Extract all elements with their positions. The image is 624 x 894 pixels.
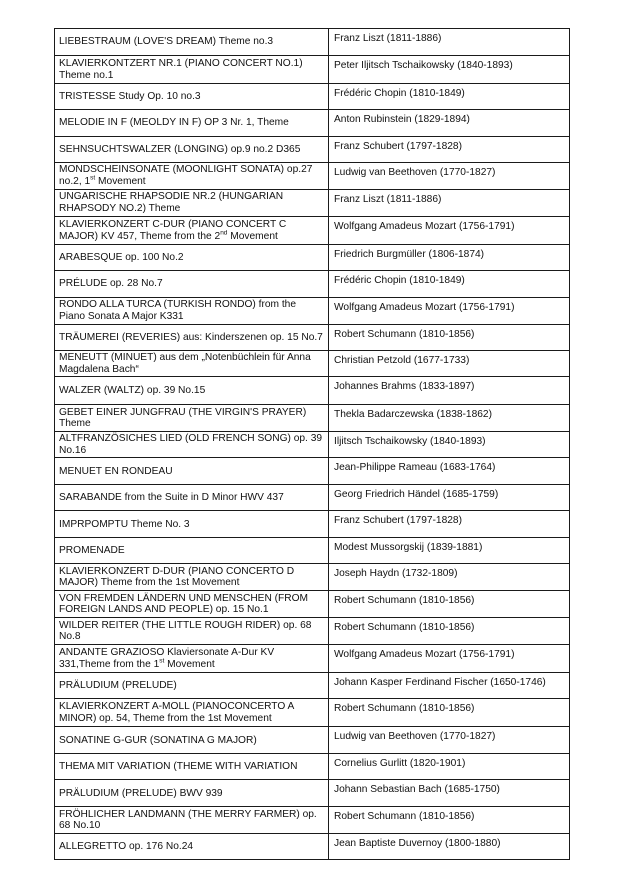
piece-title-cell: UNGARISCHE RHAPSODIE NR.2 (HUNGARIAN RHAPSODY NO.2) Theme [55,190,329,217]
composer-cell: Wolfgang Amadeus Mozart (1756-1791) [329,217,570,245]
piece-title-cell: SONATINE G-GUR (SONATINA G MAJOR) [55,727,329,754]
piece-title-cell: PROMENADE [55,538,329,564]
ordinal-suffix: st [90,174,96,182]
piece-title-cell: SEHNSUCHTSWALZER (LONGING) op.9 no.2 D365 [55,137,329,163]
composer-cell: Joseph Haydn (1732-1809) [329,564,570,591]
table-row [55,137,570,163]
composer-cell: Franz Schubert (1797-1828) [329,511,570,538]
table-row [55,298,570,325]
composer-cell: Robert Schumann (1810-1856) [329,618,570,645]
composer-cell: Franz Schubert (1797-1828) [329,137,570,163]
composer-cell: Iljitsch Tschaikowsky (1840-1893) [329,432,570,458]
table-row [55,564,570,591]
composer-cell: Thekla Badarczewska (1838-1862) [329,405,570,432]
piece-title-text: Movement [95,176,146,187]
piece-title-cell: MENUET EN RONDEAU [55,458,329,485]
composer-cell: Ludwig van Beethoven (1770-1827) [329,727,570,754]
piece-title-cell: ARABESQUE op. 100 No.2 [55,245,329,271]
composer-cell: Frédéric Chopin (1810-1849) [329,84,570,110]
piece-title-cell: ALTFRANZÖSICHES LIED (OLD FRENCH SONG) op. 39 No.16 [55,432,329,458]
piece-title-text: Movement [164,658,215,670]
piece-title-cell: WILDER REITER (THE LITTLE ROUGH RIDER) op. 68 No.8 [55,618,329,645]
piece-title-text: ANDANTE GRAZIOSO Klaviersonate A-Dur KV 331,Theme from the 1 [59,647,275,670]
table-row [55,351,570,377]
piece-title-cell: PRÄLUDIUM (PRELUDE) BWV 939 [55,780,329,807]
table-row [55,190,570,217]
table-row [55,780,570,807]
piece-title-cell: GEBET EINER JUNGFRAU (THE VIRGIN'S PRAYER) Theme [55,405,329,432]
table-row [55,538,570,564]
piece-title-cell: VON FREMDEN LÄNDERN UND MENSCHEN (FROM FOREIGN LANDS AND PEOPLE) op. 15 No.1 [55,591,329,618]
table-row [55,754,570,780]
table-row [55,485,570,511]
table-row [55,727,570,754]
table-row [55,458,570,485]
composer-cell: Wolfgang Amadeus Mozart (1756-1791) [329,645,570,673]
table-row [55,29,570,56]
composer-cell: Robert Schumann (1810-1856) [329,699,570,727]
piece-title-text: KLAVIERKONZERT C-DUR (PIANO CONCERT C MAJOR) KV 457, Theme from the 2 [59,218,287,242]
composer-cell: Johannes Brahms (1833-1897) [329,377,570,405]
table-row [55,245,570,271]
composer-cell: Frédéric Chopin (1810-1849) [329,271,570,298]
composer-cell: Wolfgang Amadeus Mozart (1756-1791) [329,298,570,325]
composer-cell: Johann Kasper Ferdinand Fischer (1650-1746) [329,673,570,699]
piece-title-cell [55,217,329,245]
piece-title-text: MONDSCHEINSONATE (MOONLIGHT SONATA) op.27 no.2, 1 [59,164,313,187]
table-row [55,84,570,110]
composer-cell: Friedrich Burgmüller (1806-1874) [329,245,570,271]
table-row [55,618,570,645]
piece-title-cell: TRÄUMEREI (REVERIES) aus: Kinderszenen op. 15 No.7 [55,325,329,351]
table-row [55,405,570,432]
table-row [55,807,570,834]
table-row [55,56,570,84]
piece-title-cell: PRÉLUDE op. 28 No.7 [55,271,329,298]
composer-cell: Christian Petzold (1677-1733) [329,351,570,377]
piece-title-cell: KLAVIERKONTZERT NR.1 (PIANO CONCERT NO.1) Theme no.1 [55,56,329,84]
piece-title-cell: TRISTESSE Study Op. 10 no.3 [55,84,329,110]
piece-title-text: Movement [227,230,278,242]
piece-title-cell [55,645,329,673]
composer-cell: Johann Sebastian Bach (1685-1750) [329,780,570,807]
ordinal-suffix: nd [220,229,228,237]
table-row [55,591,570,618]
table-row [55,673,570,699]
table-row [55,271,570,298]
table-row [55,432,570,458]
table-row [55,377,570,405]
piece-title-cell: SARABANDE from the Suite in D Minor HWV 437 [55,485,329,511]
composer-cell: Ludwig van Beethoven (1770-1827) [329,163,570,190]
composer-cell: Robert Schumann (1810-1856) [329,591,570,618]
composer-cell: Robert Schumann (1810-1856) [329,325,570,351]
table-row [55,645,570,673]
piece-title-cell: MENEUTT (MINUET) aus dem „Notenbüchlein für Anna Magdalena Bach“ [55,351,329,377]
composer-cell: Robert Schumann (1810-1856) [329,807,570,834]
piece-title-cell: RONDO ALLA TURCA (TURKISH RONDO) from the Piano Sonata A Major K331 [55,298,329,325]
composer-cell: Modest Mussorgskij (1839-1881) [329,538,570,564]
piece-title-cell: KLAVIERKONZERT A-MOLL (PIANOCONCERTO A MINOR) op. 54, Theme from the 1st Movement [55,699,329,727]
ordinal-suffix: st [159,657,165,665]
piece-title-cell: FRÖHLICHER LANDMANN (THE MERRY FARMER) op. 68 No.10 [55,807,329,834]
works-table [54,28,570,860]
piece-title-cell: WALZER (WALTZ) op. 39 No.15 [55,377,329,405]
table-row [55,834,570,860]
piece-title-cell [55,163,329,190]
composer-cell: Jean Baptiste Duvernoy (1800-1880) [329,834,570,860]
table-row [55,699,570,727]
works-table-body [55,29,570,860]
table-row [55,163,570,190]
piece-title-cell: KLAVIERKONZERT D-DUR (PIANO CONCERTO D MAJOR) Theme from the 1st Movement [55,564,329,591]
composer-cell: Jean-Philippe Rameau (1683-1764) [329,458,570,485]
table-row [55,110,570,137]
piece-title-cell: PRÄLUDIUM (PRELUDE) [55,673,329,699]
composer-cell: Anton Rubinstein (1829-1894) [329,110,570,137]
piece-title-cell: IMPRPOMPTU Theme No. 3 [55,511,329,538]
composer-cell: Georg Friedrich Händel (1685-1759) [329,485,570,511]
composer-cell: Peter Iljitsch Tschaikowsky (1840-1893) [329,56,570,84]
table-row [55,511,570,538]
piece-title-cell: ALLEGRETTO op. 176 No.24 [55,834,329,860]
table-row [55,325,570,351]
table-row [55,217,570,245]
piece-title-cell: MELODIE IN F (MEOLDY IN F) OP 3 Nr. 1, Theme [55,110,329,137]
composer-cell: Cornelius Gurlitt (1820-1901) [329,754,570,780]
piece-title-cell: LIEBESTRAUM (LOVE'S DREAM) Theme no.3 [55,29,329,56]
composer-cell: Franz Liszt (1811-1886) [329,190,570,217]
composer-cell: Franz Liszt (1811-1886) [329,29,570,56]
piece-title-cell: THEMA MIT VARIATION (THEME WITH VARIATION [55,754,329,780]
